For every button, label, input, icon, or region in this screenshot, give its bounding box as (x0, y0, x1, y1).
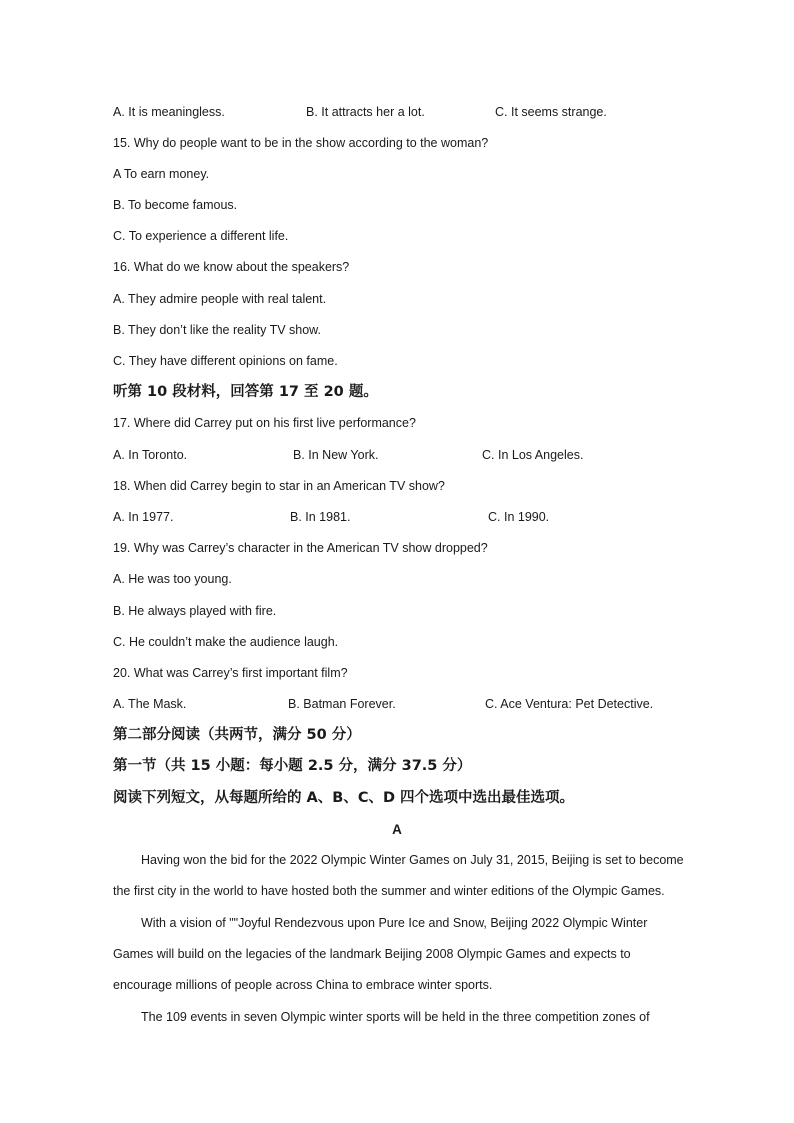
passage-line: encourage millions of people across China to embrace winter sports. (113, 978, 493, 992)
q16-question: 16. What do we know about the speakers? (113, 260, 350, 274)
q17-option-b: B. In New York. (293, 448, 379, 462)
q20-option-b: B. Batman Forever. (288, 697, 396, 711)
q18-option-c: C. In 1990. (488, 510, 550, 524)
q15-option-a: A To earn money. (113, 167, 210, 181)
q15-option-b: B. To become famous. (113, 198, 238, 212)
q18-option-b: B. In 1981. (290, 510, 351, 524)
q19-option-c: C. He couldn’t make the audience laugh. (113, 635, 339, 649)
q16-option-a: A. They admire people with real talent. (113, 292, 327, 306)
q16-option-c: C. They have different opinions on fame. (113, 354, 338, 368)
q14-option-c: C. It seems strange. (495, 105, 607, 119)
passage-line: Having won the bid for the 2022 Olympic Winter Games on July 31, 2015, Beijing is set to become (141, 853, 684, 867)
part2-heading: 第二部分阅读（共两节，满分 50 分） (113, 727, 361, 743)
section-10-heading: 听第 10 段材料，回答第 17 至 20 题。 (113, 384, 378, 400)
part2-instruction: 阅读下列短文，从每题所给的 A、B、C、D 四个选项中选出最佳选项。 (113, 790, 575, 806)
q17-question: 17. Where did Carrey put on his first live performance? (113, 416, 416, 430)
passage-label: A (392, 822, 402, 837)
passage-line: the first city in the world to have hosted both the summer and winter editions of the Olympic Games. (113, 884, 665, 898)
q19-question: 19. Why was Carrey’s character in the American TV show dropped? (113, 541, 488, 555)
passage-line: With a vision of ""Joyful Rendezvous upon Pure Ice and Snow, Beijing 2022 Olympic Winter (141, 916, 648, 930)
q14-option-a: A. It is meaningless. (113, 105, 225, 119)
q19-option-b: B. He always played with fire. (113, 604, 277, 618)
q16-option-b: B. They don’t like the reality TV show. (113, 323, 321, 337)
part2-section1-heading: 第一节（共 15 小题：每小题 2.5 分，满分 37.5 分） (113, 758, 472, 774)
passage-line: Games will build on the legacies of the landmark Beijing 2008 Olympic Games and expects to (113, 947, 631, 961)
passage-line: The 109 events in seven Olympic winter sports will be held in the three competition zones of (141, 1010, 650, 1024)
q17-option-c: C. In Los Angeles. (482, 448, 584, 462)
q18-question: 18. When did Carrey begin to star in an American TV show? (113, 479, 445, 493)
q15-option-c: C. To experience a different life. (113, 229, 289, 243)
q19-option-a: A. He was too young. (113, 572, 232, 586)
q14-option-b: B. It attracts her a lot. (306, 105, 425, 119)
q20-question: 20. What was Carrey’s first important film? (113, 666, 348, 680)
q15-question: 15. Why do people want to be in the show according to the woman? (113, 136, 489, 150)
q18-option-a: A. In 1977. (113, 510, 174, 524)
q20-option-c: C. Ace Ventura: Pet Detective. (485, 697, 654, 711)
q17-option-a: A. In Toronto. (113, 448, 188, 462)
q20-option-a: A. The Mask. (113, 697, 187, 711)
